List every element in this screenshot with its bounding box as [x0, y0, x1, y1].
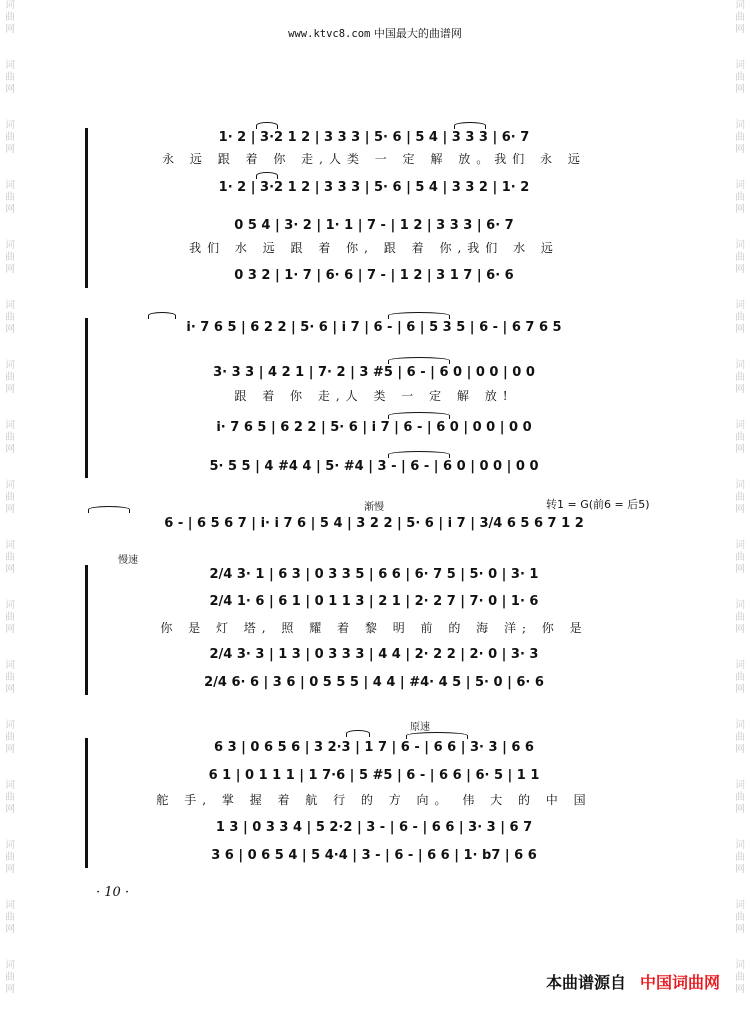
- watermark-char: 曲: [735, 972, 745, 983]
- footer-site-name[interactable]: 中国词曲网: [639, 973, 720, 992]
- watermark-char: 词: [5, 960, 15, 971]
- score-row: [88, 766, 660, 784]
- watermark-char: 网: [735, 144, 745, 155]
- watermark-char: 词: [5, 900, 15, 911]
- watermark-char: 网: [5, 444, 15, 455]
- notation-line: 1· 2 | 3·2 1 2 | 3 3 3 | 5· 6 | 5 4 | 3 3 2 | 1· 2: [218, 179, 530, 195]
- watermark-char: 词: [5, 480, 15, 491]
- watermark-char: 网: [735, 684, 745, 695]
- lyric-line: 跟 着 你 走,人 类 一 定 解 放!: [234, 388, 514, 403]
- notation-line: 0 5 4 | 3· 2 | 1· 1 | 7 - | 1 2 | 3 3 3 | 6· 7: [234, 217, 514, 233]
- watermark-char: 网: [5, 144, 15, 155]
- watermark-char: 网: [735, 324, 745, 335]
- score-system-2: [88, 318, 660, 478]
- score-system-1: [88, 128, 660, 288]
- watermark-char: 词: [735, 180, 745, 191]
- score-system-3: [88, 494, 660, 534]
- score-row: [88, 592, 660, 610]
- watermark-char: 网: [5, 924, 15, 935]
- watermark-char: 词: [5, 720, 15, 731]
- slur-mark: [406, 732, 468, 739]
- watermark-char: 网: [5, 564, 15, 575]
- notation-line: 3 6 | 0 6 5 4 | 5 4·4 | 3 - | 6 - | 6 6 | 1· b7 | 6 6: [211, 847, 537, 863]
- score-row: [88, 457, 660, 475]
- watermark-char: 词: [735, 120, 745, 131]
- watermark-char: 词: [5, 780, 15, 791]
- watermark-char: 词: [735, 60, 745, 71]
- lyric-line: 我们 水 远 跟 着 你, 跟 着 你,我们 水 远: [189, 240, 559, 255]
- watermark-char: 曲: [735, 432, 745, 443]
- watermark-char: 网: [735, 444, 745, 455]
- score-row: [88, 846, 660, 864]
- notation-line: 2/4 3· 1 | 6 3 | 0 3 3 5 | 6 6 | 6· 7 5 | 5· 0 | 3· 1: [209, 566, 539, 582]
- watermark-char: 网: [5, 804, 15, 815]
- watermark-char: 网: [5, 84, 15, 95]
- watermark-char: 曲: [735, 252, 745, 263]
- watermark-char: 网: [735, 864, 745, 875]
- slur-mark: [256, 122, 278, 129]
- slur-mark: [346, 730, 370, 737]
- lyric-line: 你 是 灯 塔, 照 耀 着 黎 明 前 的 海 洋; 你 是: [160, 620, 588, 635]
- watermark-char: 词: [735, 420, 745, 431]
- watermark-char: 词: [5, 840, 15, 851]
- watermark-char: 网: [5, 264, 15, 275]
- watermark-char: 网: [5, 324, 15, 335]
- notation-line: 6 3 | 0 6 5 6 | 3 2·3 | 1 7 | 6 - | 6 6 | 3· 3 | 6 6: [214, 739, 534, 755]
- watermark-char: 网: [735, 804, 745, 815]
- watermark-char: 曲: [5, 972, 15, 983]
- score-row: [88, 128, 660, 146]
- watermark-char: 曲: [735, 852, 745, 863]
- watermark-char: 网: [5, 24, 15, 35]
- watermark-char: 网: [5, 984, 15, 995]
- watermark-char: 词: [735, 300, 745, 311]
- watermark-char: 曲: [735, 552, 745, 563]
- watermark-char: 网: [735, 564, 745, 575]
- watermark-char: 网: [735, 504, 745, 515]
- watermark-char: 网: [5, 864, 15, 875]
- slur-mark: [148, 312, 176, 319]
- footer-source: [546, 970, 720, 993]
- watermark-char: 词: [735, 660, 745, 671]
- watermark-char: 网: [735, 204, 745, 215]
- watermark-char: 曲: [735, 312, 745, 323]
- page-header: [0, 25, 750, 41]
- score-system-5: [88, 722, 660, 868]
- notation-line: 1· 2 | 3·2 1 2 | 3 3 3 | 5· 6 | 5 4 | 3 3 3 | 6· 7: [218, 129, 530, 145]
- notation-line: 5· 5 5 | 4 #4 4 | 5· #4 | 3 - | 6 - | 6 0 | 0 0 | 0 0: [209, 458, 539, 474]
- watermark-char: 曲: [735, 132, 745, 143]
- watermark-char: 网: [735, 744, 745, 755]
- slur-mark: [388, 412, 450, 419]
- watermark-char: 词: [735, 540, 745, 551]
- watermark-char: 网: [5, 504, 15, 515]
- slur-mark: [388, 451, 450, 458]
- watermark-char: 网: [735, 24, 745, 35]
- score-row: [88, 738, 660, 756]
- score-row: [88, 318, 660, 336]
- notation-line: 3· 3 3 | 4 2 1 | 7· 2 | 3 #5 | 6 - | 6 0 | 0 0 | 0 0: [213, 364, 535, 380]
- watermark-char: 词: [735, 900, 745, 911]
- score-row: [88, 216, 660, 234]
- tempo-marking: 渐慢: [364, 502, 384, 513]
- watermark-char: 词: [5, 660, 15, 671]
- watermark-char: 曲: [735, 912, 745, 923]
- watermark-char: 曲: [735, 672, 745, 683]
- watermark-char: 词: [5, 300, 15, 311]
- watermark-char: 曲: [735, 72, 745, 83]
- watermark-char: 曲: [5, 132, 15, 143]
- watermark-char: 网: [735, 924, 745, 935]
- notation-line: i· 7 6 5 | 6 2 2 | 5· 6 | i 7 | 6 - | 6 0 | 0 0 | 0 0: [216, 419, 532, 435]
- watermark-char: 网: [735, 984, 745, 995]
- notation-line: i· 7 6 5 | 6 2 2 | 5· 6 | i 7 | 6 - | 6 | 5 3 5 | 6 - | 6 7 6 5: [186, 319, 562, 335]
- notation-line: 2/4 6· 6 | 3 6 | 0 5 5 5 | 4 4 | #4· 4 5 | 5· 0 | 6· 6: [204, 674, 544, 690]
- lyric-line: 舵 手, 掌 握 着 航 行 的 方 向。 伟 大 的 中 国: [156, 792, 592, 807]
- watermark-char: 曲: [735, 612, 745, 623]
- watermark-char: 曲: [5, 552, 15, 563]
- watermark-char: 词: [5, 600, 15, 611]
- watermark-char: 网: [5, 384, 15, 395]
- watermark-char: 曲: [5, 432, 15, 443]
- watermark-char: 曲: [735, 492, 745, 503]
- score-row: [88, 178, 660, 196]
- watermark-char: 词: [5, 60, 15, 71]
- slur-mark: [454, 122, 486, 129]
- watermark-char: 曲: [5, 12, 15, 23]
- watermark-char: 词: [735, 0, 745, 11]
- watermark-char: 词: [5, 360, 15, 371]
- footer-source-label: 本曲谱源自: [545, 973, 626, 992]
- watermark-char: 词: [5, 0, 15, 11]
- score-row: [88, 514, 660, 532]
- watermark-char: 曲: [5, 312, 15, 323]
- watermark-char: 网: [735, 264, 745, 275]
- slur-mark: [88, 506, 130, 513]
- score-row: [88, 645, 660, 663]
- watermark-char: 曲: [735, 12, 745, 23]
- slur-mark: [256, 172, 278, 179]
- score-row: [88, 418, 660, 436]
- watermark-char: 词: [735, 780, 745, 791]
- notation-line: 2/4 1· 6 | 6 1 | 0 1 1 3 | 2 1 | 2· 2 7 | 7· 0 | 1· 6: [209, 593, 539, 609]
- watermark-char: 词: [735, 960, 745, 971]
- watermark-char: 曲: [5, 912, 15, 923]
- watermark-char: 词: [735, 600, 745, 611]
- notation-line: 6 1 | 0 1 1 1 | 1 7·6 | 5 #5 | 6 - | 6 6 | 6· 5 | 1 1: [208, 767, 540, 783]
- notation-line: 6 - | 6 5 6 7 | i· i 7 6 | 5 4 | 3 2 2 | 5· 6 | i 7 | 3/4 6 5 6 7 1 2: [164, 515, 584, 531]
- watermark-char: 词: [5, 240, 15, 251]
- page-number: · 10 ·: [96, 885, 130, 900]
- watermark-char: 曲: [5, 72, 15, 83]
- watermark-char: 曲: [5, 252, 15, 263]
- watermark-char: 网: [5, 624, 15, 635]
- watermark-char: 曲: [5, 192, 15, 203]
- score-row: [88, 673, 660, 691]
- watermark-char: 网: [735, 84, 745, 95]
- watermark-char: 曲: [5, 852, 15, 863]
- watermark-char: 词: [5, 180, 15, 191]
- watermark-char: 词: [735, 480, 745, 491]
- watermark-left: [2, 0, 18, 1020]
- notation-line: 1 3 | 0 3 3 4 | 5 2·2 | 3 - | 6 - | 6 6 | 3· 3 | 6 7: [215, 819, 533, 835]
- watermark-char: 词: [735, 360, 745, 371]
- watermark-char: 词: [735, 720, 745, 731]
- watermark-char: 网: [5, 684, 15, 695]
- watermark-right: [732, 0, 748, 1020]
- score-row: [88, 565, 660, 583]
- score-system-4: [88, 555, 660, 695]
- header-url[interactable]: www.ktvc8.com: [288, 28, 371, 40]
- notation-line: 2/4 3· 3 | 1 3 | 0 3 3 3 | 4 4 | 2· 2 2 | 2· 0 | 3· 3: [209, 646, 539, 662]
- watermark-char: 曲: [5, 372, 15, 383]
- watermark-char: 曲: [5, 672, 15, 683]
- watermark-char: 词: [735, 240, 745, 251]
- slur-mark: [388, 357, 450, 364]
- watermark-char: 曲: [735, 372, 745, 383]
- watermark-char: 词: [735, 840, 745, 851]
- watermark-char: 曲: [735, 792, 745, 803]
- watermark-char: 词: [5, 540, 15, 551]
- notation-line: 0 3 2 | 1· 7 | 6· 6 | 7 - | 1 2 | 3 1 7 | 6· 6: [234, 267, 514, 283]
- watermark-char: 网: [735, 624, 745, 635]
- watermark-char: 网: [735, 384, 745, 395]
- score-row: [88, 818, 660, 836]
- watermark-char: 曲: [735, 732, 745, 743]
- tempo-marking: 原速: [410, 722, 430, 733]
- score-row: [88, 363, 660, 381]
- watermark-char: 词: [5, 420, 15, 431]
- tempo-marking: 慢速: [118, 555, 138, 566]
- watermark-char: 词: [5, 120, 15, 131]
- header-site-title: 中国最大的曲谱网: [373, 27, 462, 40]
- slur-mark: [388, 312, 450, 319]
- watermark-char: 网: [5, 744, 15, 755]
- lyric-line: 永 远 跟 着 你 走,人类 一 定 解 放。我们 永 远: [162, 151, 586, 166]
- watermark-char: 曲: [5, 792, 15, 803]
- watermark-char: 曲: [5, 732, 15, 743]
- watermark-char: 曲: [5, 492, 15, 503]
- watermark-char: 曲: [5, 612, 15, 623]
- score-row: [88, 266, 660, 284]
- watermark-char: 网: [5, 204, 15, 215]
- key-change-marking: 转1 = G(前6 = 后5): [546, 498, 650, 511]
- watermark-char: 曲: [735, 192, 745, 203]
